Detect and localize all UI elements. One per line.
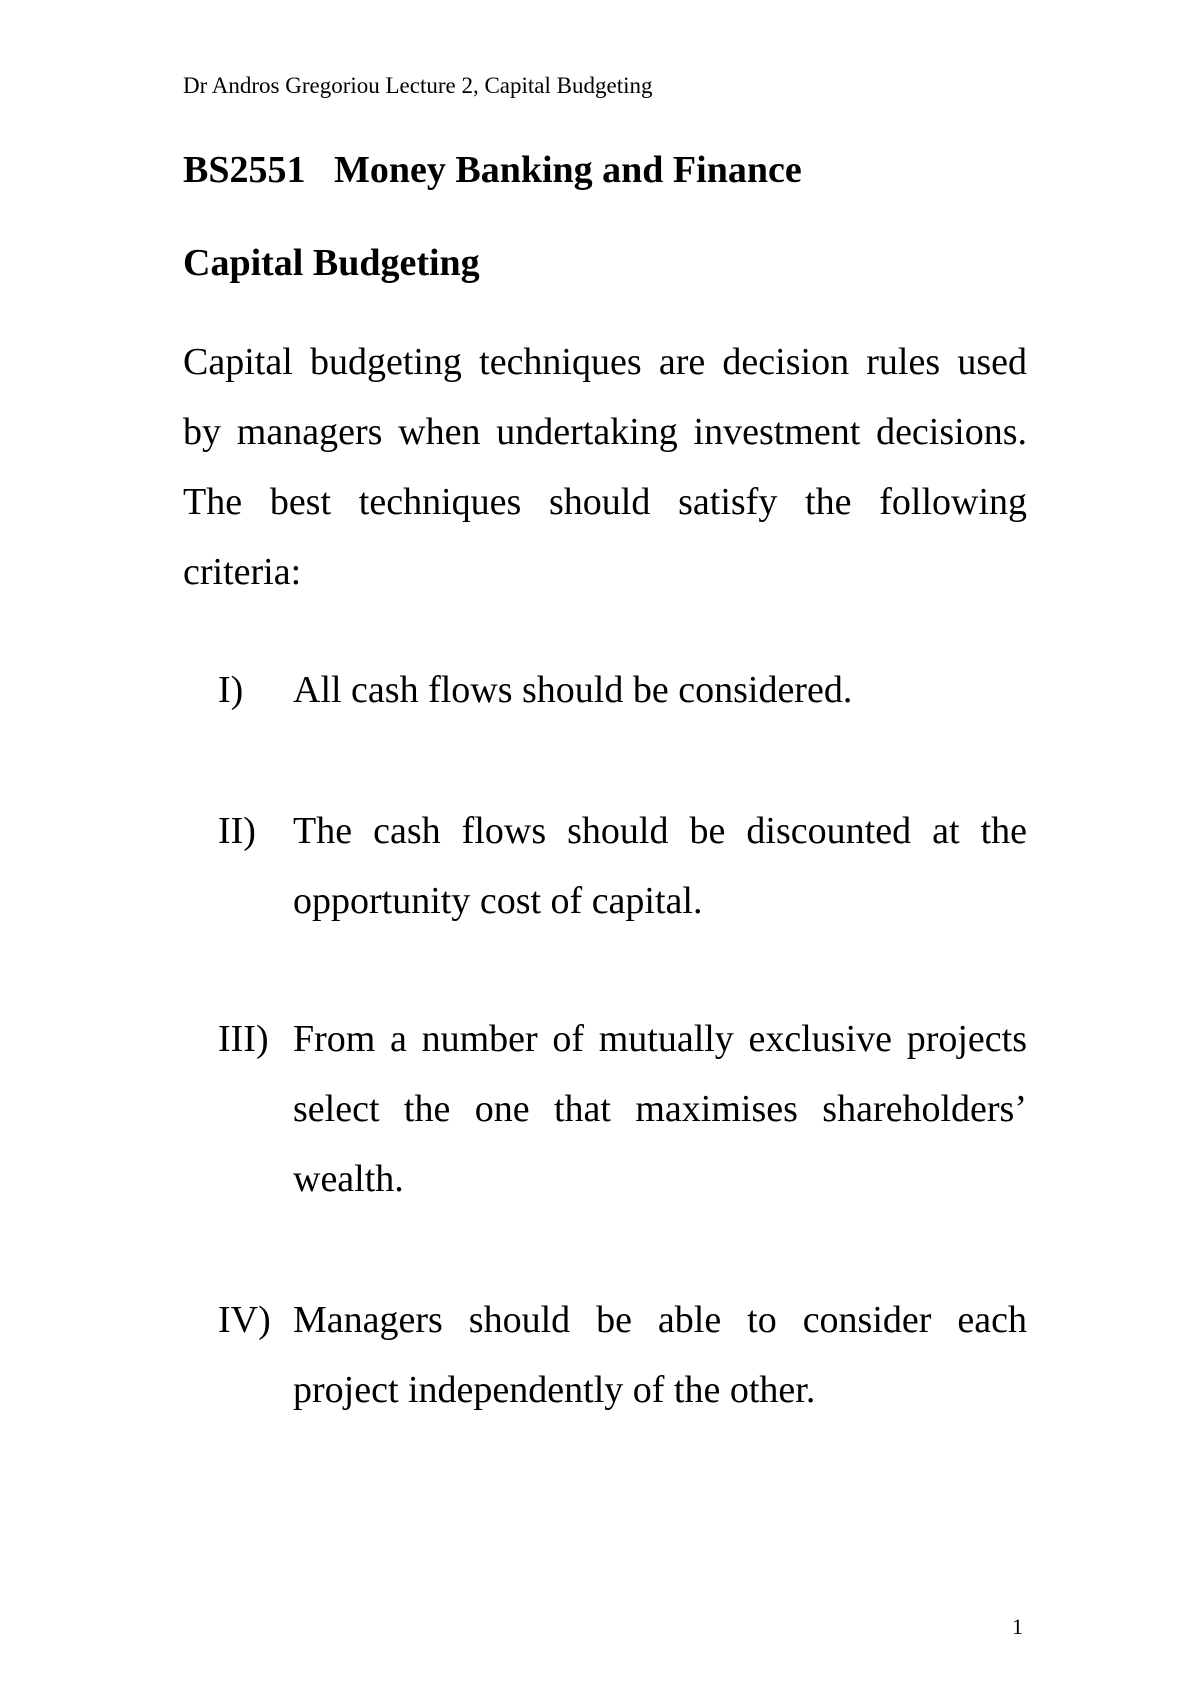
- criterion-number: II): [218, 810, 256, 852]
- criterion-text: All cash flows should be considered.: [293, 669, 853, 711]
- criterion-text: From a number of mutually exclusive projects select the one that maximises shareholders’ wealth.: [293, 1018, 1027, 1200]
- page-number: 1: [1012, 1614, 1023, 1639]
- running-header: Dr Andros Gregoriou Lecture 2, Capital Budgeting: [183, 73, 653, 98]
- criterion-text: The cash flows should be discounted at the opportunity cost of capital.: [293, 810, 1027, 922]
- section-heading: Capital Budgeting: [183, 242, 480, 284]
- criterion-number: IV): [218, 1299, 271, 1341]
- course-title: BS2551 Money Banking and Finance: [183, 149, 802, 191]
- criterion-number: I): [218, 669, 244, 711]
- intro-paragraph: Capital budgeting techniques are decision rules used by managers when undertaking investment decisions. The best techniques should satisfy the following criteria:: [183, 341, 1027, 593]
- criterion-number: III): [218, 1018, 269, 1060]
- criterion-text: Managers should be able to consider each project independently of the other.: [293, 1299, 1027, 1411]
